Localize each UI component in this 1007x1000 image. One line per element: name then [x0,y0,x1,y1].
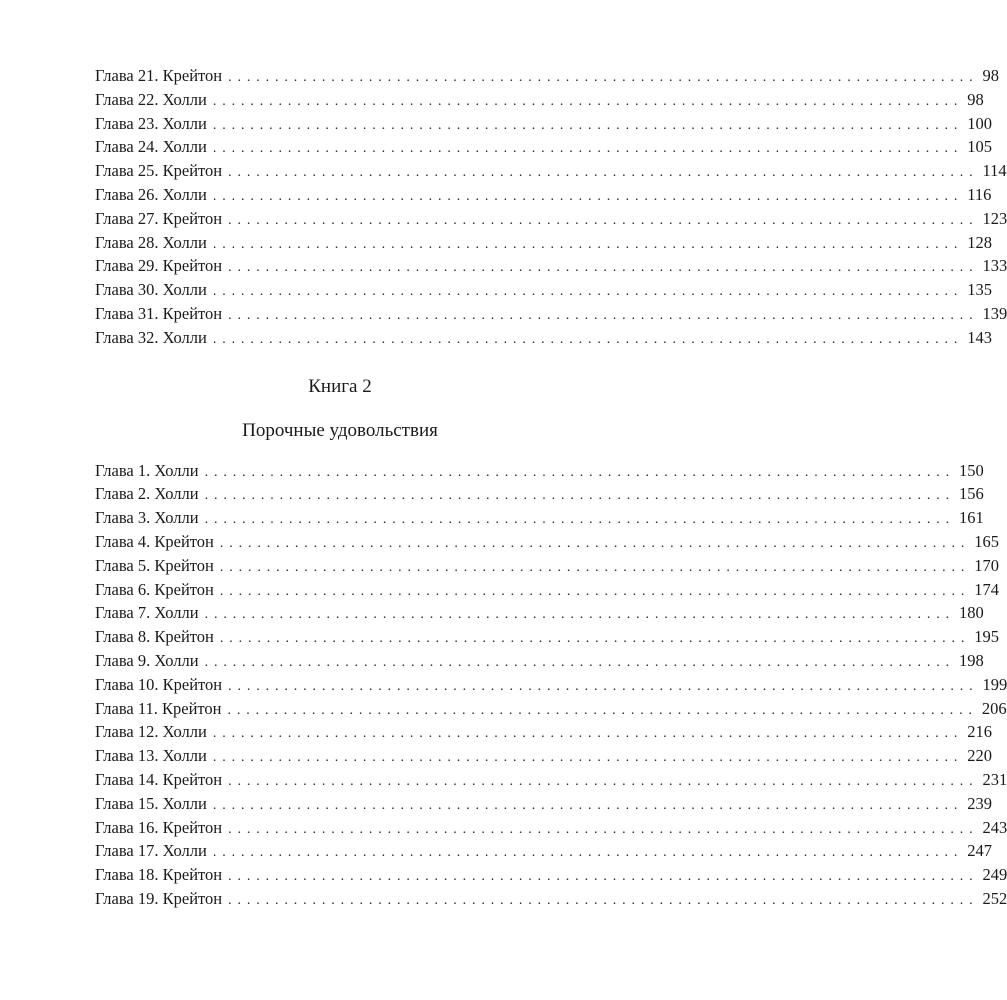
toc-entry[interactable] [95,254,1007,278]
toc-entry[interactable] [95,459,984,483]
toc-entry-title: Глава 32. Холли [95,327,207,347]
toc-entry-title: Глава 23. Холли [95,113,207,133]
toc-entry-page: 143 [967,327,992,347]
toc-entry-title: Глава 31. Крейтон [95,303,223,323]
dot-leader: ................................................................................ [212,141,964,157]
toc-entry-page: 133 [982,256,1007,276]
toc-entry-title: Глава 26. Холли [95,184,207,204]
dot-leader: ................................................................................ [219,631,971,647]
toc-entry-title: Глава 15. Холли [95,793,207,813]
toc-entry-title: Глава 6. Крейтон [95,579,214,599]
toc-entry[interactable] [95,816,1007,840]
dot-leader: ................................................................................ [219,535,971,551]
dot-leader: ................................................................................ [212,331,964,347]
toc-entry-page: 195 [974,627,1000,647]
toc-entry-page: 180 [959,603,984,623]
dot-leader: ................................................................................ [204,488,955,504]
dot-leader: ................................................................................ [204,512,955,528]
toc-entry[interactable] [95,88,984,112]
toc-entry-title: Глава 16. Крейтон [95,817,223,837]
toc-entry-page: 123 [982,208,1007,228]
toc-entry-page: 98 [967,89,984,109]
toc-entry-title: Глава 17. Холли [95,841,207,861]
dot-leader: ................................................................................ [212,284,964,300]
toc-entry-title: Глава 8. Крейтон [95,627,214,647]
toc-entry-title: Глава 3. Холли [95,508,199,528]
toc-entry-page: 98 [982,66,1000,85]
toc-entry[interactable] [95,302,1007,326]
toc-entry-title: Глава 1. Холли [95,460,199,480]
toc-entry[interactable] [95,887,1007,911]
toc-entry-page: 135 [967,280,992,300]
toc-entry-title: Глава 30. Холли [95,280,207,300]
table-of-contents [95,64,1007,911]
toc-entry-title: Глава 25. Крейтон [95,161,223,181]
toc-entry-page: 243 [982,817,1007,837]
toc-entry[interactable] [95,839,992,863]
dot-leader: ................................................................................ [212,236,964,252]
toc-entry-page: 170 [974,555,1000,575]
toc-entry[interactable] [95,64,1000,88]
dot-leader: ................................................................................ [228,678,979,694]
dot-leader: ................................................................................ [212,726,964,742]
toc-entry-title: Глава 27. Крейтон [95,208,223,228]
toc-entry-page: 231 [982,769,1007,789]
toc-entry-page: 198 [959,650,984,670]
toc-entry-title: Глава 21. Крейтон [95,66,223,85]
toc-list-book2 [95,459,1007,911]
toc-entry-title: Глава 22. Холли [95,89,207,109]
toc-entry-page: 239 [967,793,992,813]
dot-leader: ................................................................................ [228,260,979,276]
dot-leader: ................................................................................ [212,797,964,813]
toc-entry-title: Глава 13. Холли [95,746,207,766]
toc-entry[interactable] [95,768,1007,792]
toc-entry[interactable] [95,673,1007,697]
toc-entry-title: Глава 4. Крейтон [95,531,214,551]
toc-entry[interactable] [95,697,1007,721]
toc-entry-page: 220 [967,746,992,766]
dot-leader: ................................................................................ [228,212,979,228]
toc-entry[interactable] [95,183,992,207]
toc-entry[interactable] [95,720,992,744]
toc-entry-page: 174 [974,579,1000,599]
toc-entry[interactable] [95,159,1007,183]
dot-leader: ................................................................................ [228,165,979,181]
toc-entry[interactable] [95,554,1000,578]
toc-entry-page: 252 [982,888,1007,908]
toc-entry-page: 206 [981,698,1007,718]
toc-entry-page: 247 [967,841,992,861]
book-heading: Книга 2 [308,375,372,397]
toc-entry-title: Глава 29. Крейтон [95,256,223,276]
dot-leader: ................................................................................ [227,702,978,718]
toc-entry-title: Глава 10. Крейтон [95,674,223,694]
toc-entry[interactable] [95,649,984,673]
toc-entry-page: 156 [959,484,984,504]
toc-entry-page: 161 [959,508,984,528]
dot-leader: ................................................................................ [228,892,979,908]
toc-entry[interactable] [95,482,984,506]
toc-entry-page: 249 [982,865,1007,885]
toc-entry-title: Глава 19. Крейтон [95,888,223,908]
toc-entry[interactable] [95,578,1000,602]
toc-entry[interactable] [95,863,1007,887]
toc-entry-page: 150 [959,460,984,480]
dot-leader: ................................................................................ [228,773,979,789]
toc-list-top [95,64,1007,350]
toc-entry-page: 100 [967,113,992,133]
toc-entry[interactable] [95,278,992,302]
toc-entry-title: Глава 24. Холли [95,137,207,157]
toc-entry-page: 114 [982,161,1007,181]
toc-entry-title: Глава 14. Крейтон [95,769,223,789]
dot-leader: ................................................................................ [228,307,979,323]
toc-entry[interactable] [95,744,992,768]
dot-leader: ................................................................................ [228,821,979,837]
toc-entry-title: Глава 28. Холли [95,232,207,252]
dot-leader: ................................................................................ [219,583,971,599]
toc-entry-title: Глава 5. Крейтон [95,555,214,575]
dot-leader: ................................................................................ [204,607,955,623]
dot-leader: ................................................................................ [212,188,964,204]
dot-leader: ................................................................................ [212,750,964,766]
toc-entry-title: Глава 7. Холли [95,603,199,623]
toc-entry[interactable] [95,326,992,350]
toc-entry[interactable] [95,601,984,625]
dot-leader: ................................................................................ [212,117,964,133]
toc-entry[interactable] [95,506,984,530]
dot-leader: ................................................................................ [228,869,979,885]
toc-entry[interactable] [95,135,992,159]
toc-entry[interactable] [95,530,1000,554]
toc-entry[interactable] [95,207,1007,231]
toc-entry-page: 116 [967,184,992,204]
toc-entry-page: 216 [967,722,992,742]
toc-entry[interactable] [95,625,1000,649]
dot-leader: ................................................................................ [219,559,971,575]
toc-entry[interactable] [95,112,992,136]
dot-leader: ................................................................................ [204,654,955,670]
dot-leader: ................................................................................ [212,845,964,861]
toc-entry-page: 199 [982,674,1007,694]
toc-entry-title: Глава 11. Крейтон [95,698,222,718]
book-title: Порочные удовольствия [242,419,438,441]
toc-entry-title: Глава 18. Крейтон [95,865,223,885]
dot-leader: ................................................................................ [204,464,955,480]
toc-entry[interactable] [95,792,992,816]
toc-entry-title: Глава 12. Холли [95,722,207,742]
dot-leader: ................................................................................ [212,93,964,109]
toc-entry-title: Глава 9. Холли [95,650,199,670]
dot-leader: ................................................................................ [228,70,979,85]
toc-entry-page: 105 [967,137,992,157]
toc-entry-page: 139 [982,303,1007,323]
toc-entry[interactable] [95,231,992,255]
toc-entry-page: 165 [974,531,1000,551]
toc-entry-page: 128 [967,232,992,252]
toc-entry-title: Глава 2. Холли [95,484,199,504]
